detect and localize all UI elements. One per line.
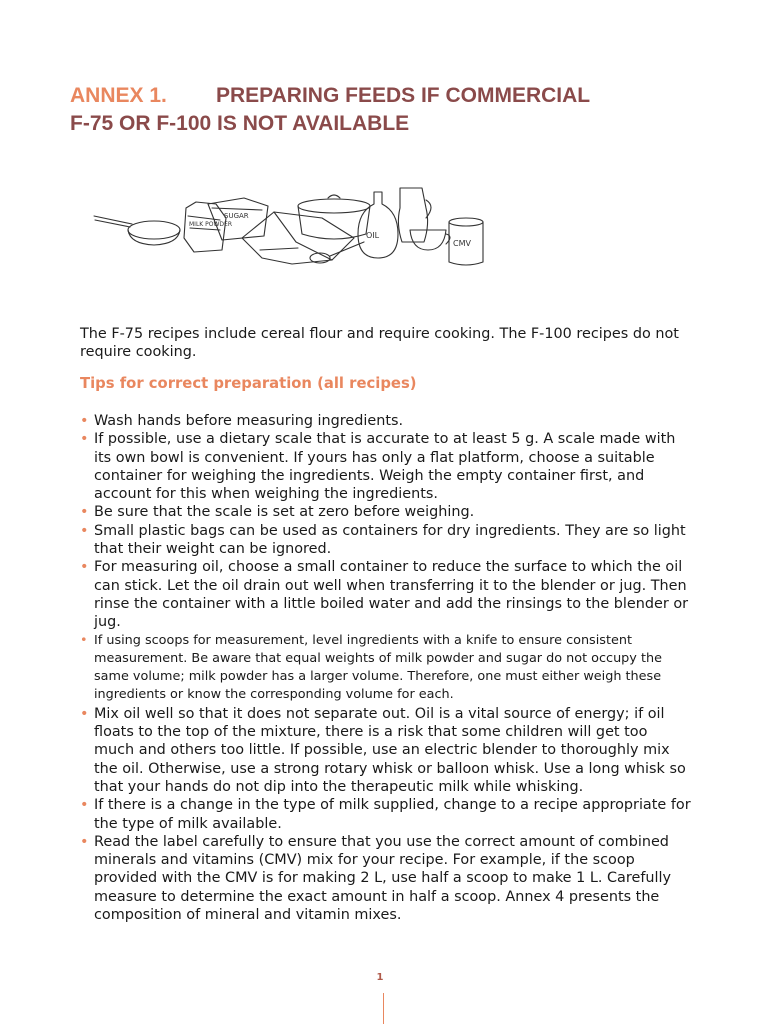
bullet-icon: • [80, 632, 88, 648]
bullet-icon: • [80, 833, 89, 850]
cloth-icon [242, 212, 354, 264]
tip-text: If using scoops for measurement, level ingredients with a knife to ensure consistent measurement. Be aware that equal weights of milk powder and sugar do not occupy the same volume; milk powder has a larger volume. Therefore, one must either weigh these ingredients or know the corresponding volume for each. [94, 632, 662, 703]
jug-icon [398, 188, 431, 242]
annex-number: ANNEX 1. [70, 84, 167, 108]
tip-text: Mix oil well so that it does not separate out. Oil is a vital source of energy; if oil floats to the top of the mixture, there is a risk that some children will get too much and others too little. If possible, use an electric blender to thoroughly mix the oil. Otherwise, use a strong rotary whisk or balloon whisk. Use a long whisk so that your hands do not dip into the therapeutic milk while whisking. [94, 705, 686, 795]
annex-title-line-2: F-75 OR F-100 IS NOT AVAILABLE [70, 112, 410, 136]
pot-with-lid-icon [298, 195, 370, 239]
tip-item [80, 632, 692, 705]
oil-label: OIL [366, 231, 380, 240]
intro-paragraph: The F-75 recipes include cereal flour and require cooking. The F-100 recipes do not require cooking. [80, 326, 679, 360]
tip-text: Be sure that the scale is set at zero before weighing. [94, 504, 475, 521]
bullet-icon: • [80, 522, 89, 539]
kitchen-utensils-illustration [92, 178, 512, 296]
tip-text: Read the label carefully to ensure that you use the correct amount of combined minerals and vitamins (CMV) mix for your recipe. For example, if the scoop provided with the CMV is for making 2 L, use half a scoop to make 1 L. Carefully measure to determine the exact amount in half a scoop. Annex 4 presents the composition of mineral and vitamin mixes. [94, 833, 672, 924]
tip-text: If possible, use a dietary scale that is accurate to at least 5 g. A scale made with its own bowl is convenient. If yours has only a flat platform, choose a suitable container for weighing the ingredients. Weigh the empty container first, and account for this when weighing the ingredients. [94, 431, 676, 503]
sugar-bag-icon [208, 198, 268, 240]
bullet-icon: • [80, 705, 89, 722]
tip-item [80, 503, 692, 521]
annex-title-line-1: PREPARING FEEDS IF COMMERCIAL [216, 84, 591, 108]
milk-bag-label: MILK POWDER [189, 221, 232, 228]
bullet-icon: • [80, 413, 89, 429]
tip-item [80, 430, 692, 503]
cup-icon [410, 230, 450, 250]
tip-item [80, 412, 692, 430]
cmv-label: CMV [453, 239, 471, 248]
annex-heading [70, 82, 590, 138]
tip-item [80, 522, 692, 559]
tip-text: For measuring oil, choose a small container to reduce the surface to which the oil can stick. Let the oil drain out well when transferring it to the blender or jug. Then rinse the container with a little boiled water and add the rinsings to the blender or jug. [94, 559, 689, 631]
tips-list [80, 412, 692, 924]
frying-pan-icon [94, 216, 180, 245]
tips-heading: Tips for correct preparation (all recipes) [80, 375, 417, 392]
tip-text: Small plastic bags can be used as containers for dry ingredients. They are so light that their weight can be ignored. [94, 522, 686, 558]
tip-item [80, 558, 692, 631]
cmv-tin-icon [449, 218, 483, 265]
bullet-icon: • [80, 797, 89, 814]
sugar-bag-label: SUGAR [224, 212, 249, 220]
bullet-icon: • [80, 559, 89, 576]
tip-item [80, 796, 692, 833]
bullet-icon: • [80, 504, 89, 521]
tip-text: If there is a change in the type of milk supplied, change to a recipe appropriate for the type of milk available. [94, 797, 691, 832]
tip-item [80, 705, 692, 796]
milk-powder-bag-icon [184, 202, 232, 252]
page-number: 1 [376, 972, 384, 983]
page-number-rule [383, 993, 384, 1024]
bullet-icon: • [80, 431, 89, 448]
tip-text: Wash hands before measuring ingredients. [94, 413, 404, 429]
tip-item [80, 833, 692, 924]
